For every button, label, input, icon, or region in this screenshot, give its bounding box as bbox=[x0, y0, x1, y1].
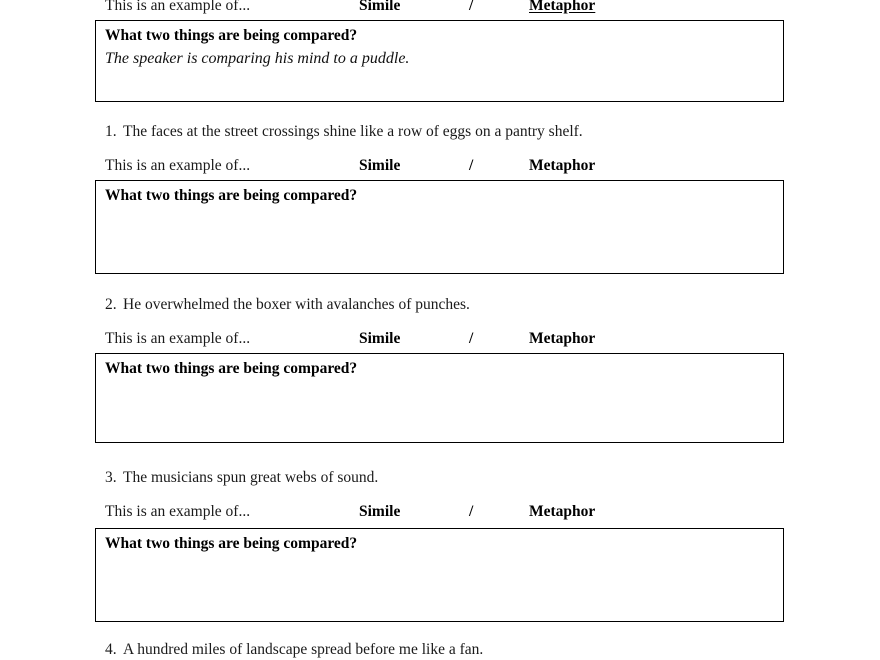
option-row bbox=[0, 0, 880, 15]
option-row bbox=[0, 503, 880, 521]
answer-prompt-label: What two things are being compared? bbox=[105, 360, 358, 377]
option-simile[interactable]: Simile bbox=[359, 503, 401, 520]
answer-prompt-label: What two things are being compared? bbox=[105, 27, 358, 44]
question-sentence bbox=[105, 296, 470, 314]
question-text: The musicians spun great webs of sound. bbox=[123, 469, 379, 486]
answer-box[interactable] bbox=[95, 20, 784, 102]
question-sentence bbox=[105, 123, 583, 141]
question-number: 1. bbox=[105, 123, 117, 140]
question-sentence bbox=[105, 469, 378, 487]
option-separator: / bbox=[469, 0, 474, 14]
option-simile[interactable]: Simile bbox=[359, 330, 401, 347]
question-number: 3. bbox=[105, 469, 117, 486]
choice-lead-label: This is an example of... bbox=[105, 0, 251, 14]
choice-lead-label: This is an example of... bbox=[105, 330, 251, 347]
option-metaphor[interactable]: Metaphor bbox=[529, 330, 596, 347]
question-text: The faces at the street crossings shine like a row of eggs on a pantry shelf. bbox=[123, 123, 583, 140]
option-separator: / bbox=[469, 503, 474, 520]
option-simile[interactable]: Simile bbox=[359, 157, 401, 174]
question-text: He overwhelmed the boxer with avalanches of punches. bbox=[123, 296, 470, 313]
option-row bbox=[0, 330, 880, 348]
option-metaphor[interactable]: Metaphor bbox=[529, 0, 596, 14]
question-number: 2. bbox=[105, 296, 117, 313]
option-simile[interactable]: Simile bbox=[359, 0, 401, 14]
option-metaphor[interactable]: Metaphor bbox=[529, 157, 596, 174]
question-sentence bbox=[105, 641, 483, 659]
answer-prompt-label: What two things are being compared? bbox=[105, 535, 358, 552]
answer-box[interactable] bbox=[95, 353, 784, 443]
answer-prompt-label: What two things are being compared? bbox=[105, 187, 358, 204]
answer-response-text: The speaker is comparing his mind to a puddle. bbox=[105, 50, 410, 67]
option-separator: / bbox=[469, 157, 474, 174]
option-row bbox=[0, 157, 880, 175]
option-separator: / bbox=[469, 330, 474, 347]
choice-lead-label: This is an example of... bbox=[105, 157, 251, 174]
question-text: A hundred miles of landscape spread before me like a fan. bbox=[123, 641, 484, 658]
answer-box[interactable] bbox=[95, 180, 784, 274]
choice-lead-label: This is an example of... bbox=[105, 503, 251, 520]
option-metaphor[interactable]: Metaphor bbox=[529, 503, 596, 520]
answer-box[interactable] bbox=[95, 528, 784, 622]
question-number: 4. bbox=[105, 641, 117, 658]
